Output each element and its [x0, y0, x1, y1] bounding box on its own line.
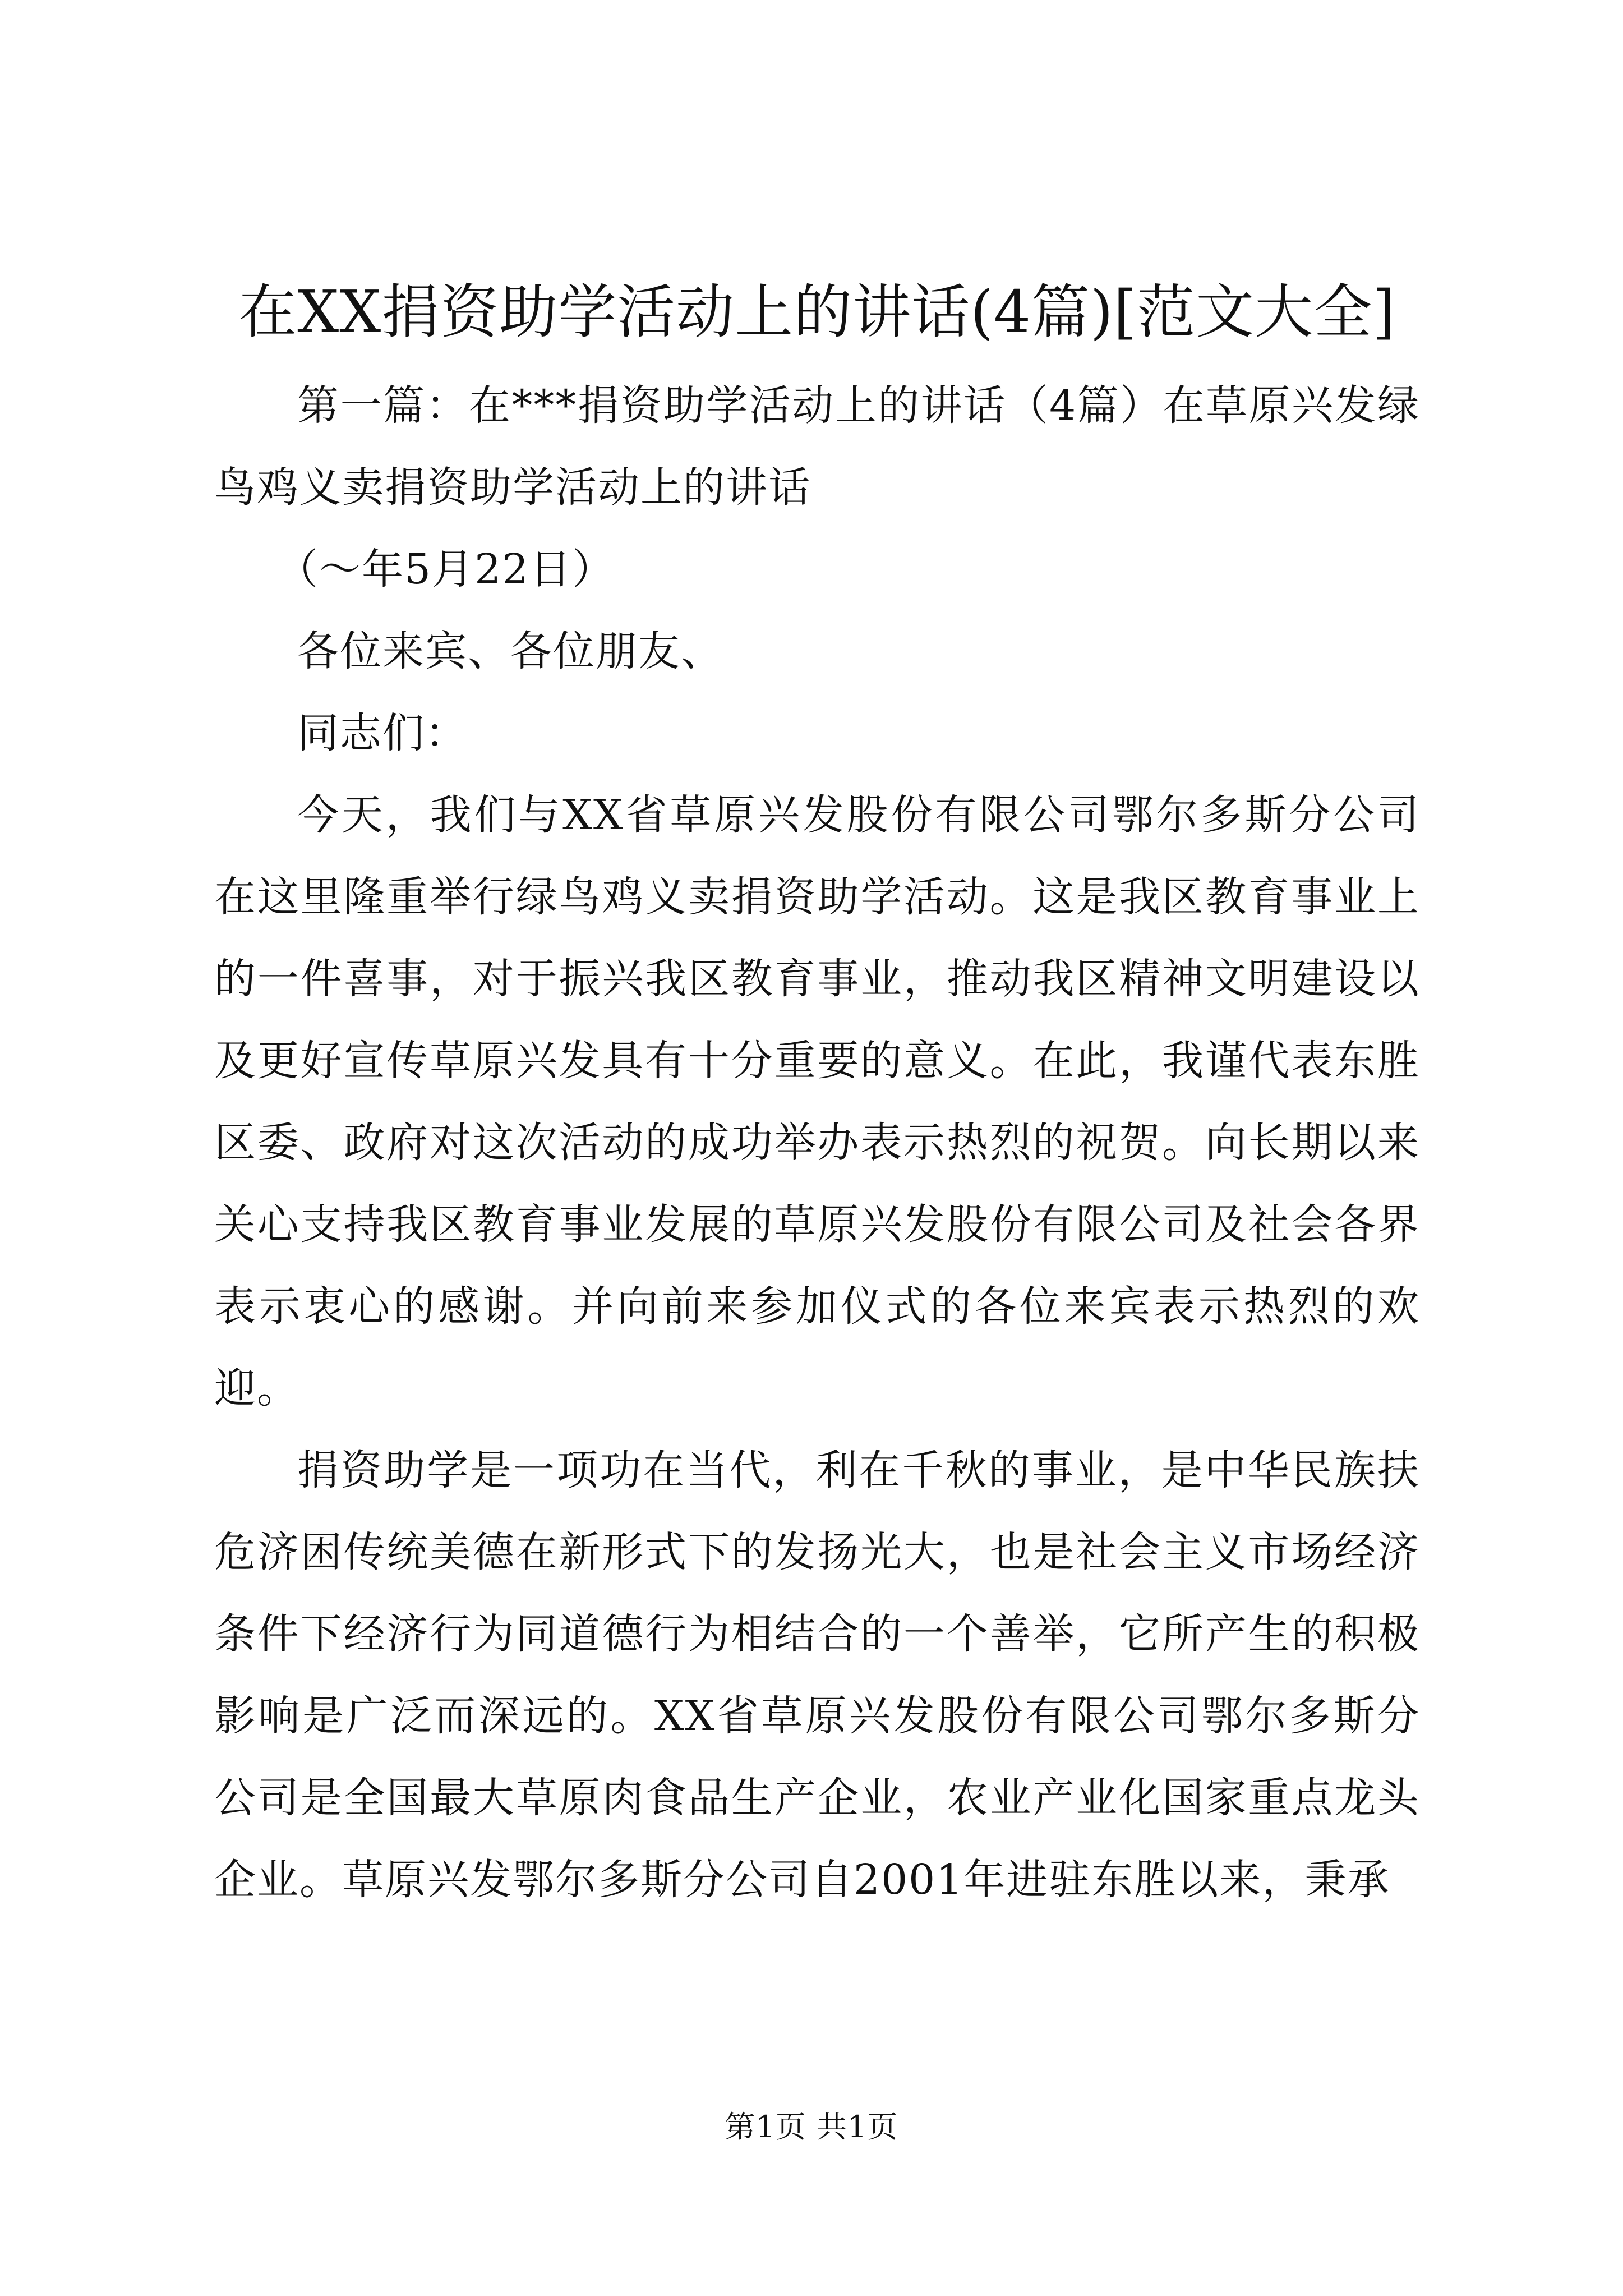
document-title: 在XX捐资助学活动上的讲话(4篇)[范文大全] [238, 278, 1396, 346]
paragraph-heading: 第一篇：在***捐资助学活动上的讲话（4篇）在草原兴发绿鸟鸡义卖捐资助学活动上的讲话 [214, 381, 1420, 512]
page-footer: 第1页 共1页 [725, 2109, 898, 2145]
paragraph-body-1: 今天，我们与XX省草原兴发股份有限公司鄂尔多斯分公司在这里隆重举行绿鸟鸡义卖捐资助学活动。这是我区教育事业上的一件喜事，对于振兴我区教育事业，推动我区精神文明建设以及更好宣传草原兴发具有十分重要的意义。在此，我谨代表东胜区委、政府对这次活动的成功举办表示热烈的祝贺。向长期以来关心支持我区教育事业发展的草原兴发股份有限公司及社会各界表示衷心的感谢。并向前来参加仪式的各位来宾表示热烈的欢迎。 [214, 791, 1420, 1412]
paragraph-salutation-comrades: 同志们： [297, 709, 468, 757]
document-body [214, 365, 1420, 1921]
paragraph-body-2: 捐资助学是一项功在当代，利在千秋的事业，是中华民族扶危济困传统美德在新形式下的发扬光大，也是社会主义市场经济条件下经济行为同道德行为相结合的一个善举，它所产生的积极影响是广泛而深远的。XX省草原兴发股份有限公司鄂尔多斯分公司是全国最大草原肉食品生产企业，农业产业化国家重点龙头企业。草原兴发鄂尔多斯分公司自2001年进驻东胜以来，秉承 [214, 1446, 1420, 1904]
paragraph-date: （～年5月22日） [276, 545, 615, 593]
paragraph-salutation: 各位来宾、各位朋友、 [297, 627, 723, 675]
document-content [214, 263, 1420, 1921]
